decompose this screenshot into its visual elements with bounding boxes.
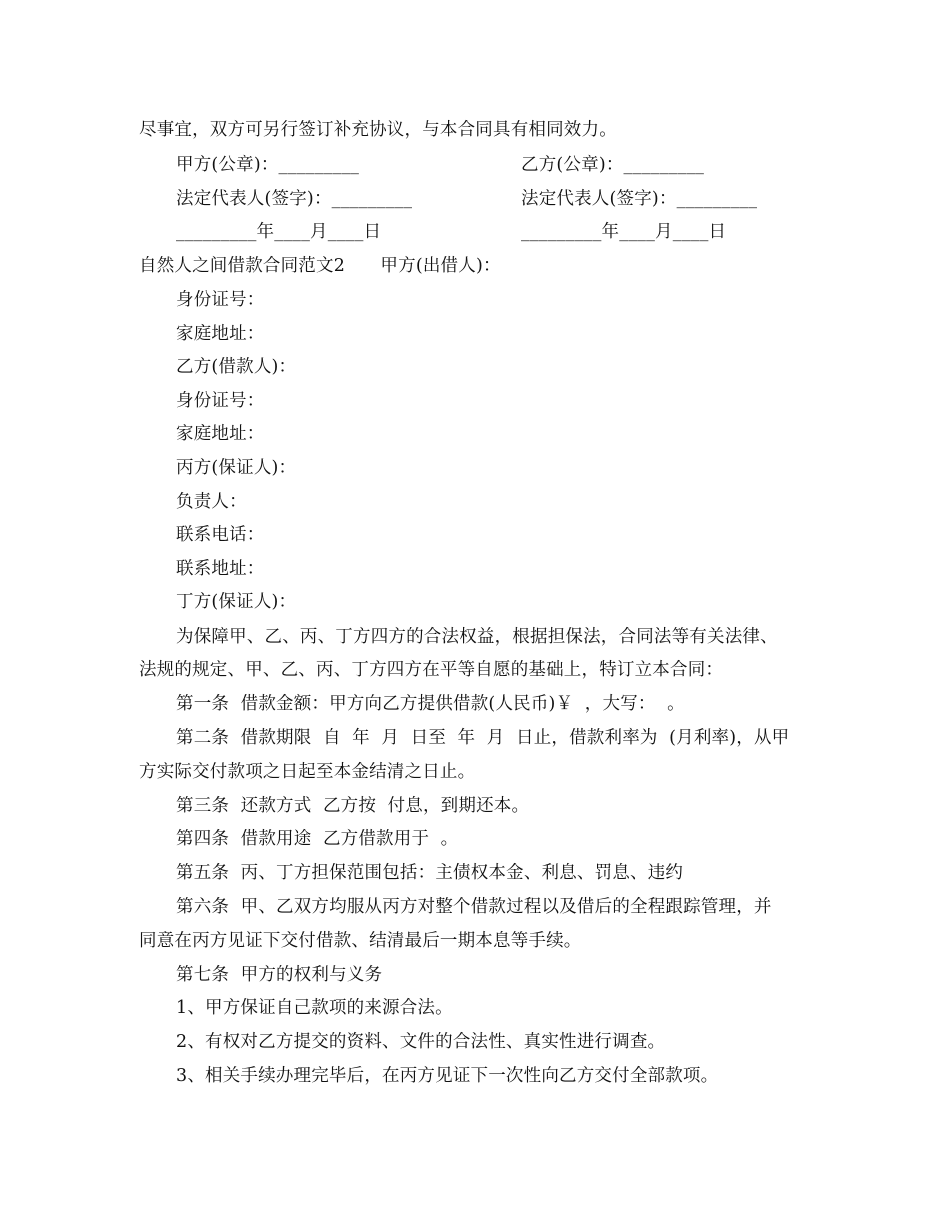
clause-1: 第一条 借款金额：甲方向乙方提供借款(人民币)￥ ，大写： 。 [176,694,685,714]
party-a-seal-field: 甲方(公章)：_________ [176,155,360,175]
clause-5: 第五条 丙、丁方担保范围包括：主债权本金、利息、罚息、违约 [176,863,684,883]
form-label: 负责人： [176,492,247,512]
party-a-date-field: _________年____月____日 [176,222,382,242]
form-label: 身份证号： [176,391,265,411]
form-label: 丙方(保证人)： [176,458,297,478]
clause-4: 第四条 借款用途 乙方借款用于 。 [176,829,459,849]
party-b-seal-field: 乙方(公章)：_________ [521,155,705,175]
paragraph-line: 为保障甲、乙、丙、丁方四方的合法权益，根据担保法，合同法等有关法律、 [176,627,778,647]
document-title-line: 自然人之间借款合同范文2 甲方(出借人)： [139,256,501,276]
list-item: 3、相关手续办理完毕后，在丙方见证下一次性向乙方交付全部款项。 [176,1066,719,1086]
party-b-representative-field: 法定代表人(签字)：_________ [521,189,758,209]
form-label: 乙方(借款人)： [176,357,297,377]
clause-7-heading: 第七条 甲方的权利与义务 [176,965,383,985]
form-label: 身份证号： [176,290,265,310]
party-a-representative-field: 法定代表人(签字)：_________ [176,189,413,209]
clause-6: 第六条 甲、乙双方均服从丙方对整个借款过程以及借后的全程跟踪管理，并 [176,897,772,917]
paragraph-line: 方实际交付款项之日起至本金结清之日止。 [139,762,476,782]
list-item: 1、甲方保证自己款项的来源合法。 [176,998,453,1018]
paragraph-line: 法规的规定、甲、乙、丙、丁方四方在平等自愿的基础上，特订立本合同： [139,660,724,680]
form-label: 家庭地址： [176,324,265,344]
clause-3: 第三条 还款方式 乙方按 付息，到期还本。 [176,796,530,816]
form-label: 联系电话： [176,525,265,545]
form-label: 联系地址： [176,559,265,579]
party-b-date-field: _________年____月____日 [521,222,727,242]
paragraph-line: 同意在丙方见证下交付借款、结清最后一期本息等手续。 [139,931,582,951]
form-label: 家庭地址： [176,424,265,444]
clause-2: 第二条 借款期限 自 年 月 日至 年 月 日止，借款利率为 (月利率)，从甲 [176,728,790,748]
form-label: 丁方(保证人)： [176,592,297,612]
list-item: 2、有权对乙方提交的资料、文件的合法性、真实性进行调查。 [176,1032,666,1052]
paragraph-line: 尽事宜，双方可另行签订补充协议，与本合同具有相同效力。 [139,120,617,140]
